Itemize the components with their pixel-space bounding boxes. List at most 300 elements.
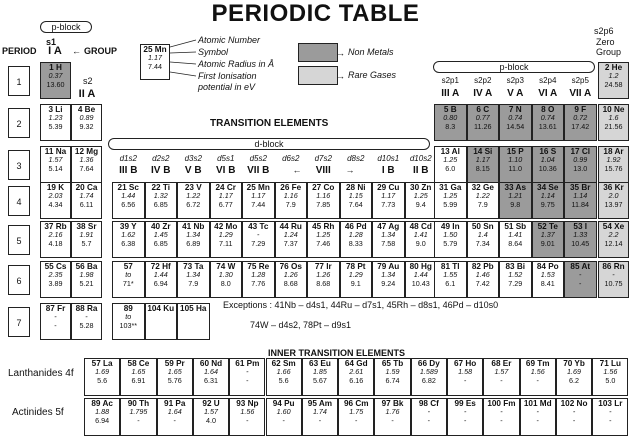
element-cell [499,261,532,298]
element-symbol: 11 Na [44,147,67,156]
element-symbol: 24 Cr [215,183,236,192]
element-radius: 1.56 [530,367,545,377]
exceptions-line-1: Exceptions : 41Nb – d4s1, 44Ru – d7s1, 45Rh – d8s1, 46Pd – d10s0 [223,300,499,310]
element-symbol: 52 Te [537,222,558,231]
element-radius: 1.25 [443,155,458,165]
element-cell [556,358,592,396]
element-cell [564,221,597,258]
p-block-label: p-block [499,62,529,72]
period-number: 1 [8,66,30,96]
element-cell [242,261,275,298]
d-group-config: d10s2 [409,154,432,163]
element-ie: 9.1 [350,278,361,288]
element-cell [71,104,102,141]
element-ie: 10.75 [604,278,623,288]
element-radius: - [246,367,249,377]
element-cell [372,261,405,298]
element-ie: 7.44 [251,199,266,209]
element-ie: 9.75 [540,199,555,209]
arrow-right-icon-2: → [336,71,345,81]
element-cell [447,358,483,396]
element-symbol: 20 Ca [75,183,98,192]
element-symbol: 41 Nb [182,222,205,231]
element-cell [467,146,500,183]
element-cell [40,221,71,258]
element-radius: 1.33 [573,230,588,240]
element-symbol: 5 B [443,105,457,114]
element-ie: - [246,375,249,385]
group-iia-label: II A [78,88,96,100]
element-cell [467,104,500,141]
element-symbol: 63 Eu [309,359,331,368]
element-ie: 13.97 [604,199,623,209]
d-group-config: d5s1 [217,154,235,163]
element-ie: 5.76 [167,375,182,385]
p-block-left-label: p-block [51,22,81,32]
element-symbol: 17 Cl [570,147,591,156]
element-symbol: 13 Al [440,147,460,156]
s2p6-label: s2p6 [594,26,614,36]
element-cell [467,261,500,298]
element-symbol: 76 Os [279,262,302,271]
element-symbol: 87 Fr [45,304,66,313]
element-cell [71,146,102,183]
element-radius: 1.66 [276,367,291,377]
element-cell [307,182,340,219]
element-radius: 1.91 [79,230,94,240]
element-radius: 1.74 [312,407,327,417]
element-cell [120,358,156,396]
element-radius: 1.17 [381,191,396,201]
element-cell [193,398,229,436]
element-symbol: 39 Y [119,222,137,231]
element-ie: - [500,415,503,425]
d-group-name: III B [119,165,138,176]
element-cell [71,221,102,258]
element-symbol: 26 Fe [280,183,302,192]
element-ie: 7.58 [381,238,396,248]
element-ie: 5.99 [443,199,458,209]
element-radius: 1.62 [121,230,136,240]
element-cell [112,182,145,219]
element-radius: - [463,407,467,417]
element-cell [532,261,565,298]
element-symbol: 67 Ho [454,359,477,368]
d-block-label: d-block [254,139,284,149]
element-ie: 7.9 [477,199,488,209]
element-ie: 6.77 [218,199,233,209]
element-ie: 7.64 [348,199,363,209]
zero-group-label-2: Group [596,47,622,57]
element-radius: 1.6 [608,113,619,123]
element-symbol: 84 Po [536,262,559,271]
element-symbol: 98 Cf [418,399,439,408]
element-ie: 7.46 [316,238,331,248]
element-radius: 1.75 [349,407,364,417]
element-ie: 7.42 [475,278,490,288]
element-radius: 1.65 [131,367,146,377]
legend-example-ie: 7.44 [148,61,162,71]
element-ie: 6.56 [121,199,136,209]
element-symbol: 1 H [49,63,62,72]
element-symbol: 58 Ce [127,359,150,368]
element-ie: 7.9 [188,278,199,288]
element-symbol: 32 Ge [471,183,494,192]
element-symbol: 60 Nd [199,359,223,368]
element-symbol: 85 At [570,262,591,271]
p-group-name: IV A [473,88,493,99]
element-ie: - [282,415,285,425]
element-cell [177,182,210,219]
element-radius: 1.34 [381,230,396,240]
element-cell [40,303,71,340]
legend-atomic-radius: Atomic Radius in Å [198,59,275,69]
element-cell [447,398,483,436]
element-symbol: 21 Sc [117,183,139,192]
element-cell [564,261,597,298]
element-radius: 1.16 [283,191,298,201]
element-radius: 2.16 [48,230,63,240]
element-cell [592,398,628,436]
element-cell [411,398,447,436]
element-symbol: 80 Hg [409,262,432,271]
legend-example-radius: 1.17 [148,53,162,63]
element-radius: 0.89 [79,113,94,123]
element-radius: 1.44 [413,270,428,280]
element-cell [210,221,243,258]
element-symbol: 78 Pt [345,262,366,271]
element-cell [193,358,229,396]
element-symbol: 104 Ku [147,304,175,313]
element-cell [71,261,102,298]
element-radius: 1.21 [508,191,523,201]
element-radius: 1.22 [186,191,201,201]
p-group-config: s2p1 [441,76,459,85]
element-ie: 13.60 [46,79,65,89]
p-group-name: V A [507,88,524,99]
element-radius: 1.589 [419,367,438,377]
element-ie: 9.0 [415,238,426,248]
element-symbol: 18 Ar [603,147,624,156]
element-symbol: 37 Rb [44,222,67,231]
element-symbol: 51 Sb [504,222,527,231]
element-cell [157,358,193,396]
element-symbol: 102 No [560,399,588,408]
element-radius: 0.72 [573,113,588,123]
p-group-name: VI A [538,88,558,99]
legend-symbol: Symbol [198,47,229,57]
element-ie: 10.43 [411,278,430,288]
element-symbol: 3 Li [48,105,63,114]
element-symbol: 93 Np [236,399,259,408]
element-cell [340,182,373,219]
element-ie: 8.33 [348,238,363,248]
element-symbol: 88 Ra [75,304,98,313]
element-radius: 1.25 [443,191,458,201]
element-symbol: 33 As [504,183,527,192]
element-cell [307,261,340,298]
lanthanides-label: Lanthanides 4f [8,368,74,379]
d-group-config: d1s2 [119,154,137,163]
element-cell [84,358,120,396]
element-cell [157,398,193,436]
element-ie: 15.76 [604,163,623,173]
element-ie: 5.67 [312,375,327,385]
element-radius: 1.25 [316,230,331,240]
element-radius: 1.88 [95,407,110,417]
d-group-name: I B [381,165,395,176]
element-ie: 6.72 [186,199,201,209]
element-ie: 3.89 [48,278,63,288]
element-cell [467,221,500,258]
element-cell [520,358,556,396]
inner-title: INNER TRANSITION ELEMENTS [268,348,406,358]
element-cell [84,398,120,436]
legend-atomic-number: Atomic Number [198,35,261,45]
element-radius: 1.56 [603,367,618,377]
element-cell [598,221,629,258]
element-symbol: 49 In [440,222,460,231]
element-cell [177,221,210,258]
element-radius: 1.65 [167,367,182,377]
element-radius: 2.35 [48,270,63,280]
zero-group-label-1: Zero [596,37,615,47]
element-symbol: 35 Br [570,183,591,192]
element-radius: 1.85 [312,367,327,377]
element-cell [112,221,145,258]
element-symbol: 89 [123,304,133,313]
element-ie: 6.94 [95,415,110,425]
element-symbol: 99 Es [454,399,476,408]
element-cell [210,261,243,298]
period-number: 2 [8,108,30,138]
element-ie: 6.74 [385,375,400,385]
element-radius: 1.44 [153,270,168,280]
element-radius: 1.46 [475,270,490,280]
p-group-config: s2p4 [539,76,557,85]
element-radius: - [85,312,88,322]
element-ie: 9.01 [540,238,555,248]
element-ie: 6.31 [204,375,219,385]
element-symbol: 66 Dy [417,359,440,368]
element-radius: 1.30 [218,270,233,280]
d-group-config: d2s2 [152,154,170,163]
element-symbol: 50 Sn [471,222,494,231]
element-symbol: 7 N [508,105,522,114]
period-label: PERIOD [2,46,37,56]
element-cell [411,358,447,396]
element-cell [275,221,308,258]
element-ie: 71* [122,278,134,288]
element-symbol: 79 Au [377,262,400,271]
element-cell [532,146,565,183]
arrow-left-icon: ← [292,165,302,175]
element-symbol: 70 Yb [563,359,585,368]
element-cell [598,104,629,141]
element-cell [564,104,597,141]
element-ie: - [137,415,140,425]
element-cell [372,182,405,219]
element-ie: - [572,415,576,425]
element-cell [145,221,178,258]
element-radius: 2.03 [48,191,63,201]
element-ie: 5.39 [48,121,63,131]
element-ie: 8.41 [540,278,555,288]
element-cell [302,398,338,436]
element-ie: 21.56 [604,121,623,131]
element-radius: 0.99 [573,155,588,165]
element-ie: 5.79 [443,238,458,248]
element-symbol: 65 Tb [381,359,404,368]
element-symbol: 57 [123,262,133,271]
element-radius: 1.2 [608,71,619,81]
element-symbol: 100 Fm [487,399,516,408]
element-radius: 1.17 [251,191,266,201]
element-ie: 8.15 [475,163,490,173]
element-ie: - [355,415,358,425]
legend-example-cell [140,44,170,80]
element-symbol: 97 Bk [381,399,404,408]
element-ie: 5.14 [48,163,63,173]
element-symbol: 34 Se [537,183,559,192]
element-radius: 1.60 [276,407,291,417]
element-cell [374,358,410,396]
legend-non-metals: Non Metals [348,47,394,57]
element-ie: 6.1 [445,278,456,288]
element-symbol: 25 Mn [246,183,270,192]
element-radius: 1.04 [540,155,555,165]
element-symbol: 42 Mo [214,222,238,231]
element-symbol: 36 Kr [603,183,624,192]
element-cell [434,104,467,141]
element-ie: - [173,415,176,425]
element-radius: - [54,312,57,322]
element-radius: 1.50 [443,230,458,240]
element-radius: 1.57 [48,155,63,165]
element-cell [483,398,519,436]
element-ie: - [579,278,582,288]
group-label: GROUP [84,46,118,56]
element-radius: 1.17 [218,191,233,201]
element-symbol: 28 Ni [345,183,366,192]
element-ie: 7.34 [475,238,490,248]
element-symbol: 9 F [574,105,587,114]
d-group-config: d7s2 [314,154,332,163]
element-radius: 1.69 [567,367,582,377]
element-cell [229,398,265,436]
element-cell [532,221,565,258]
element-ie: 9.4 [415,199,426,209]
element-symbol: 30 Zn [410,183,432,192]
element-symbol: 69 Tm [525,359,550,368]
element-cell [40,104,71,141]
element-ie: 9.8 [510,199,521,209]
element-cell [242,221,275,258]
element-ie: 14.54 [506,121,525,131]
element-ie: 6.82 [421,375,436,385]
element-cell [338,398,374,436]
element-ie: 6.11 [79,199,94,209]
element-ie: 8.3 [445,121,456,131]
element-ie: - [463,375,467,385]
element-cell [340,261,373,298]
element-radius: 1.22 [475,191,490,201]
element-ie: 7.76 [251,278,266,288]
element-radius: 1.69 [95,367,110,377]
element-symbol: 46 Pd [344,222,367,231]
legend-raregas-swatch [298,66,338,85]
element-radius: 1.29 [218,230,233,240]
element-ie: - [246,415,249,425]
element-radius: 0.37 [48,71,63,81]
actinides-label: Actinides 5f [12,407,64,418]
element-symbol: 43 Tc [248,222,269,231]
d-group-name: VIII [315,165,331,176]
element-symbol: 77 Ir [314,262,332,271]
element-cell [499,146,532,183]
element-symbol: 73 Ta [183,262,204,271]
element-radius: 1.57 [494,367,509,377]
element-ie: 6.89 [186,238,201,248]
exceptions-line-2: 74W – d4s2, 78Pt – d9s1 [250,320,352,330]
arrow-right-icon: → [345,165,355,175]
element-symbol: 74 W [216,262,236,271]
element-ie: 7.29 [508,278,523,288]
element-radius: 1.26 [316,270,331,280]
d-block-tag [108,138,430,150]
element-ie: 7.29 [251,238,266,248]
element-ie: 7.64 [79,163,94,173]
element-radius: 1.29 [348,270,363,280]
element-cell [405,261,438,298]
element-radius: 2.2 [608,230,619,240]
element-ie: 10.36 [538,163,557,173]
element-radius: 1.45 [153,230,168,240]
element-cell [598,62,629,99]
element-cell [405,182,438,219]
element-ie: 5.21 [79,278,94,288]
p-block-tag-left [40,21,92,33]
s2-label: s2 [83,76,93,86]
p-group-config: s2p3 [506,76,524,85]
period-number: 4 [8,186,30,216]
element-symbol: 57 La [91,359,113,368]
element-radius: 1.92 [606,155,621,165]
element-radius: 1.44 [121,191,136,201]
element-radius: 1.55 [443,270,458,280]
transition-title: TRANSITION ELEMENTS [210,118,329,129]
element-cell [112,303,145,340]
element-cell [598,261,629,298]
element-radius: 1.28 [348,230,363,240]
element-ie: 9.24 [381,278,396,288]
element-cell [434,261,467,298]
element-ie: - [463,415,467,425]
element-symbol: 103 Lr [598,399,623,408]
element-symbol: 10 Ne [602,105,625,114]
element-radius: - [427,407,431,417]
element-ie: 4.18 [48,238,63,248]
element-symbol: 15 P [506,147,524,156]
element-ie: 5.6 [97,375,108,385]
element-radius: 1.37 [540,230,555,240]
element-symbol: 81 Tl [440,262,460,271]
p-block-tag [433,61,595,73]
element-cell [145,261,178,298]
element-radius: 1.14 [573,191,588,201]
element-symbol: 31 Ga [439,183,462,192]
element-symbol: 47 Ag [377,222,400,231]
